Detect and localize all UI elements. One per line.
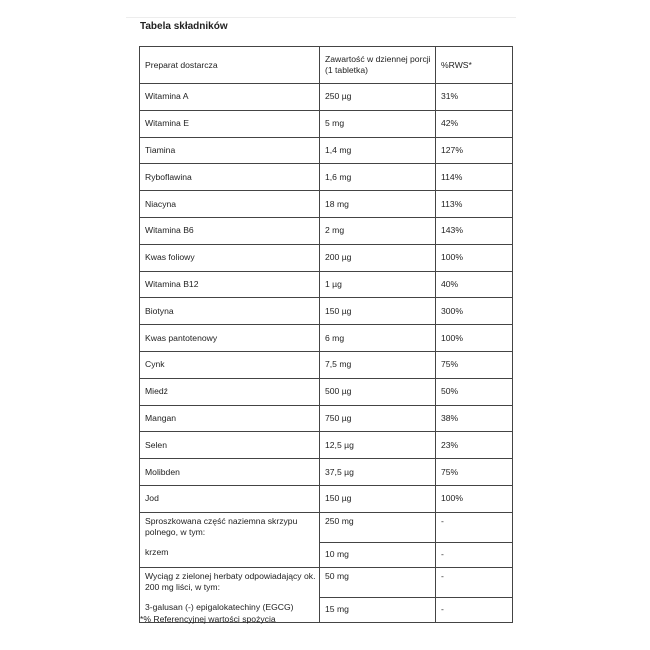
table-row (140, 325, 513, 352)
row-amount: 200 µg (320, 244, 436, 271)
green-tea-sub-name: 3-galusan (-) epigalokatechiny (EGCG) (145, 601, 294, 612)
table-row (140, 110, 513, 137)
green-tea-sub-rws: - (436, 597, 513, 622)
row-name: Witamina B12 (140, 271, 320, 298)
green-tea-rws: - (436, 567, 513, 597)
row-rws: 100% (436, 485, 513, 512)
row-amount: 1,4 mg (320, 137, 436, 164)
row-amount: 1,6 mg (320, 164, 436, 191)
table-row (140, 378, 513, 405)
row-name: Witamina A (140, 84, 320, 111)
table-row (140, 298, 513, 325)
row-amount: 500 µg (320, 378, 436, 405)
horsetail-name-cell (140, 512, 320, 567)
table-row (140, 137, 513, 164)
table-row (140, 351, 513, 378)
row-amount: 5 mg (320, 110, 436, 137)
table-row (140, 164, 513, 191)
row-amount: 750 µg (320, 405, 436, 432)
horsetail-sub-amount: 10 mg (320, 542, 436, 567)
table-row (140, 244, 513, 271)
row-amount: 7,5 mg (320, 351, 436, 378)
horsetail-sub-rws: - (436, 542, 513, 567)
row-name: Jod (140, 485, 320, 512)
row-rws: 300% (436, 298, 513, 325)
row-amount: 12,5 µg (320, 432, 436, 459)
row-amount: 150 µg (320, 298, 436, 325)
top-divider (126, 17, 516, 18)
green-tea-amount: 50 mg (320, 567, 436, 597)
header-ingredient: Preparat dostarcza (140, 47, 320, 84)
row-rws: 75% (436, 459, 513, 486)
green-tea-row (140, 567, 513, 597)
row-amount: 150 µg (320, 485, 436, 512)
horsetail-amount: 250 mg (320, 512, 436, 542)
table-row (140, 485, 513, 512)
row-rws: 100% (436, 325, 513, 352)
horsetail-row (140, 512, 513, 542)
table-row (140, 271, 513, 298)
row-amount: 250 µg (320, 84, 436, 111)
row-name: Kwas pantotenowy (140, 325, 320, 352)
row-rws: 114% (436, 164, 513, 191)
table-row (140, 432, 513, 459)
row-rws: 23% (436, 432, 513, 459)
row-rws: 40% (436, 271, 513, 298)
green-tea-name: Wyciąg z zielonej herbaty odpowiadający ok. 200 mg liści, w tym: (145, 570, 316, 592)
row-rws: 42% (436, 110, 513, 137)
row-name: Mangan (140, 405, 320, 432)
table-row (140, 84, 513, 111)
header-amount: Zawartość w dziennej porcji (1 tabletka) (320, 47, 436, 84)
row-rws: 143% (436, 217, 513, 244)
row-name: Molibden (140, 459, 320, 486)
row-rws: 75% (436, 351, 513, 378)
table-title: Tabela składników (140, 21, 228, 32)
row-name: Kwas foliowy (140, 244, 320, 271)
green-tea-sub-amount: 15 mg (320, 597, 436, 622)
row-name: Niacyna (140, 191, 320, 218)
row-name: Witamina B6 (140, 217, 320, 244)
header-rws: %RWS* (436, 47, 513, 84)
row-rws: 100% (436, 244, 513, 271)
row-amount: 2 mg (320, 217, 436, 244)
table-row (140, 405, 513, 432)
row-rws: 127% (436, 137, 513, 164)
table-row (140, 459, 513, 486)
horsetail-name: Sproszkowana część naziemna skrzypu polnego, w tym: (145, 515, 298, 537)
horsetail-rws: - (436, 512, 513, 542)
row-name: Biotyna (140, 298, 320, 325)
row-name: Miedź (140, 378, 320, 405)
row-amount: 1 µg (320, 271, 436, 298)
row-rws: 38% (436, 405, 513, 432)
row-amount: 6 mg (320, 325, 436, 352)
row-name: Tiamina (140, 137, 320, 164)
row-name: Cynk (140, 351, 320, 378)
table-row (140, 217, 513, 244)
row-name: Witamina E (140, 110, 320, 137)
row-amount: 37,5 µg (320, 459, 436, 486)
footnote: *% Referencyjnej wartości spożycia (140, 614, 276, 624)
row-name: Ryboflawina (140, 164, 320, 191)
row-rws: 31% (436, 84, 513, 111)
table-header-row (140, 47, 513, 84)
nutrient-table (139, 46, 513, 623)
row-name: Selen (140, 432, 320, 459)
row-rws: 50% (436, 378, 513, 405)
row-amount: 18 mg (320, 191, 436, 218)
horsetail-sub-name: krzem (145, 546, 169, 557)
row-rws: 113% (436, 191, 513, 218)
table-row (140, 191, 513, 218)
